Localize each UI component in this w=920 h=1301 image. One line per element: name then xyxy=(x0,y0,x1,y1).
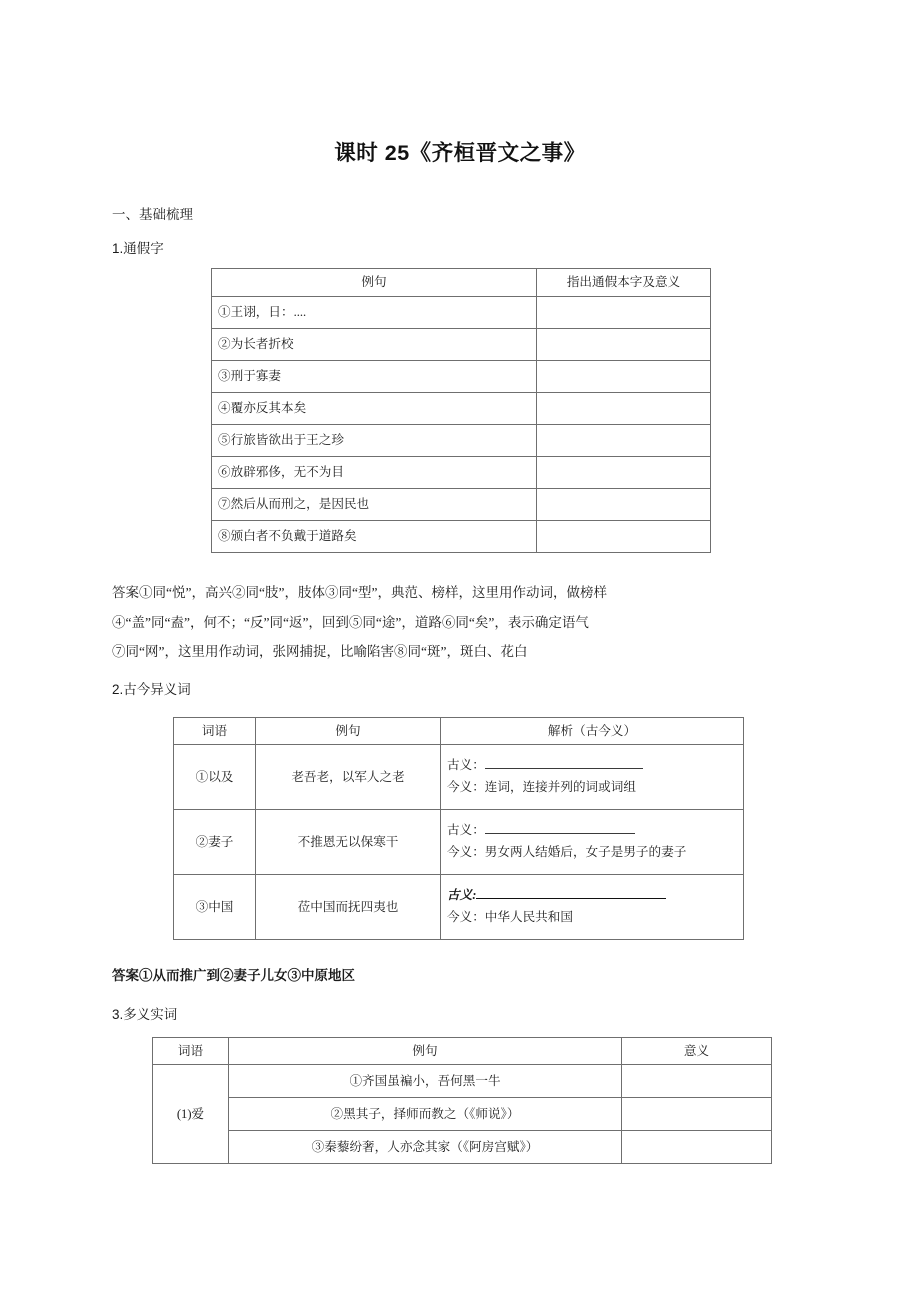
cell-meaning[interactable] xyxy=(622,1065,772,1098)
cell-example: ①齐国虽褊小，吾何黑一牛 xyxy=(229,1065,622,1098)
cell-example: ②为长者折校 xyxy=(212,329,537,361)
subsection-dot-3: . xyxy=(119,1007,124,1022)
cell-example: ③刑于寡妻 xyxy=(212,361,537,393)
subsection-label-1: 通假字 xyxy=(123,241,164,256)
cell-answer[interactable] xyxy=(537,393,711,425)
answer-blank[interactable] xyxy=(485,822,635,835)
column-header-word: 词语 xyxy=(174,718,256,745)
cell-answer[interactable] xyxy=(537,489,711,521)
subsection-number-3: 3 xyxy=(112,1007,120,1022)
cell-word: ③中国 xyxy=(174,875,256,940)
table-row xyxy=(212,329,711,361)
column-header-example: 例句 xyxy=(256,718,441,745)
table-row xyxy=(153,1098,772,1131)
modern-meaning-line: 今义：连词，连接并列的词或词组 xyxy=(447,780,636,794)
column-header-analysis: 解析（古今义） xyxy=(441,718,744,745)
answer-line-1-3: ⑦同“网”，这里用作动词，张网捕捉，比喻陷害⑧同“斑”，斑白、花白 xyxy=(112,644,528,659)
cell-example: ⑥放辟邪侈，无不为目 xyxy=(212,457,537,489)
cell-example: ④覆亦反其本矣 xyxy=(212,393,537,425)
cell-answer[interactable] xyxy=(537,329,711,361)
column-header-answer: 指出通假本字及意义 xyxy=(537,269,711,297)
column-header-meaning: 意义 xyxy=(622,1038,772,1065)
subsection-heading-2 xyxy=(112,678,191,698)
cell-word: (1)爱 xyxy=(153,1065,229,1164)
subsection-number-2: 2 xyxy=(112,682,120,697)
ancient-meaning-line xyxy=(447,820,737,842)
table-row xyxy=(174,810,744,875)
cell-example: ⑧颁白者不负戴于道路矣 xyxy=(212,521,537,553)
subsection-number-1: 1 xyxy=(112,241,120,256)
column-header-example: 例句 xyxy=(229,1038,622,1065)
cell-example: ②黑其子，择师而教之（《师说》） xyxy=(229,1098,622,1131)
cell-example: ⑤行旅皆欲出于王之珍 xyxy=(212,425,537,457)
cell-answer[interactable] xyxy=(537,361,711,393)
table-row xyxy=(212,521,711,553)
answer-blank[interactable] xyxy=(485,757,643,770)
cell-analysis xyxy=(441,745,744,810)
subsection-dot-1: . xyxy=(119,241,124,256)
table-row xyxy=(174,745,744,810)
duoyi-table xyxy=(152,1037,772,1164)
cell-example: ⑦然后从而刑之，是因民也 xyxy=(212,489,537,521)
table-row xyxy=(212,297,711,329)
cell-example: 不推恩无以保寒干 xyxy=(256,810,441,875)
cell-example: 老吾老，以军人之老 xyxy=(256,745,441,810)
subsection-heading-3 xyxy=(112,1003,177,1023)
ancient-meaning-line xyxy=(447,755,737,777)
column-header-word: 词语 xyxy=(153,1038,229,1065)
table-row xyxy=(212,361,711,393)
table-row xyxy=(153,1131,772,1164)
table-row xyxy=(153,1065,772,1098)
modern-meaning-line: 今义：男女两人结婚后，女子是男子的妻子 xyxy=(447,845,687,859)
cell-word: ②妻子 xyxy=(174,810,256,875)
table-row xyxy=(212,393,711,425)
table-row xyxy=(174,875,744,940)
gujin-table xyxy=(173,717,744,940)
modern-meaning-line: 今义：中华人民共和国 xyxy=(447,910,573,924)
column-header-example: 例句 xyxy=(212,269,537,297)
ancient-meaning-label: 古义： xyxy=(447,758,485,773)
subsection-label-3: 多义实词 xyxy=(123,1007,178,1022)
table-row xyxy=(212,457,711,489)
answer-line-2-1: 答案①从而推广到②妻子儿女③中原地区 xyxy=(112,968,355,983)
cell-meaning[interactable] xyxy=(622,1098,772,1131)
cell-analysis xyxy=(441,810,744,875)
cell-example: 莅中国而抚四夷也 xyxy=(256,875,441,940)
cell-analysis xyxy=(441,875,744,940)
cell-answer[interactable] xyxy=(537,521,711,553)
ancient-meaning-label: 古义： xyxy=(447,823,485,838)
table-header-row xyxy=(174,718,744,745)
table-header-row xyxy=(212,269,711,297)
ancient-meaning-label: 古义: xyxy=(447,888,477,903)
tongjia-table xyxy=(211,268,711,553)
cell-word: ①以及 xyxy=(174,745,256,810)
cell-answer[interactable] xyxy=(537,425,711,457)
table-row xyxy=(212,425,711,457)
subsection-dot-2: . xyxy=(119,682,124,697)
answer-line-1-1: 答案①同“悦”，高兴②同“肢”，肢体③同“型”，典范、榜样，这里用作动词，做榜样 xyxy=(112,585,607,600)
subsection-heading-1 xyxy=(112,237,164,257)
subsection-label-2: 古今异义词 xyxy=(123,682,191,697)
answer-blank[interactable] xyxy=(476,887,666,900)
ancient-meaning-line xyxy=(447,885,737,907)
table-header-row xyxy=(153,1038,772,1065)
cell-answer[interactable] xyxy=(537,457,711,489)
table-row xyxy=(212,489,711,521)
section-heading: 一、基础梳理 xyxy=(112,207,193,222)
cell-example: ①王诩，日：.... xyxy=(212,297,537,329)
cell-answer[interactable] xyxy=(537,297,711,329)
page-title: 课时 25《齐桓晋文之事》 xyxy=(334,141,586,165)
cell-meaning[interactable] xyxy=(622,1131,772,1164)
answer-line-1-2: ④“盖”同“盍”，何不；“反”同“返”，回到⑤同“途”，道路⑥同“矣”，表示确定语气 xyxy=(112,615,589,630)
cell-example: ③秦藜纷奢，人亦念其家（《阿房宫赋》） xyxy=(229,1131,622,1164)
